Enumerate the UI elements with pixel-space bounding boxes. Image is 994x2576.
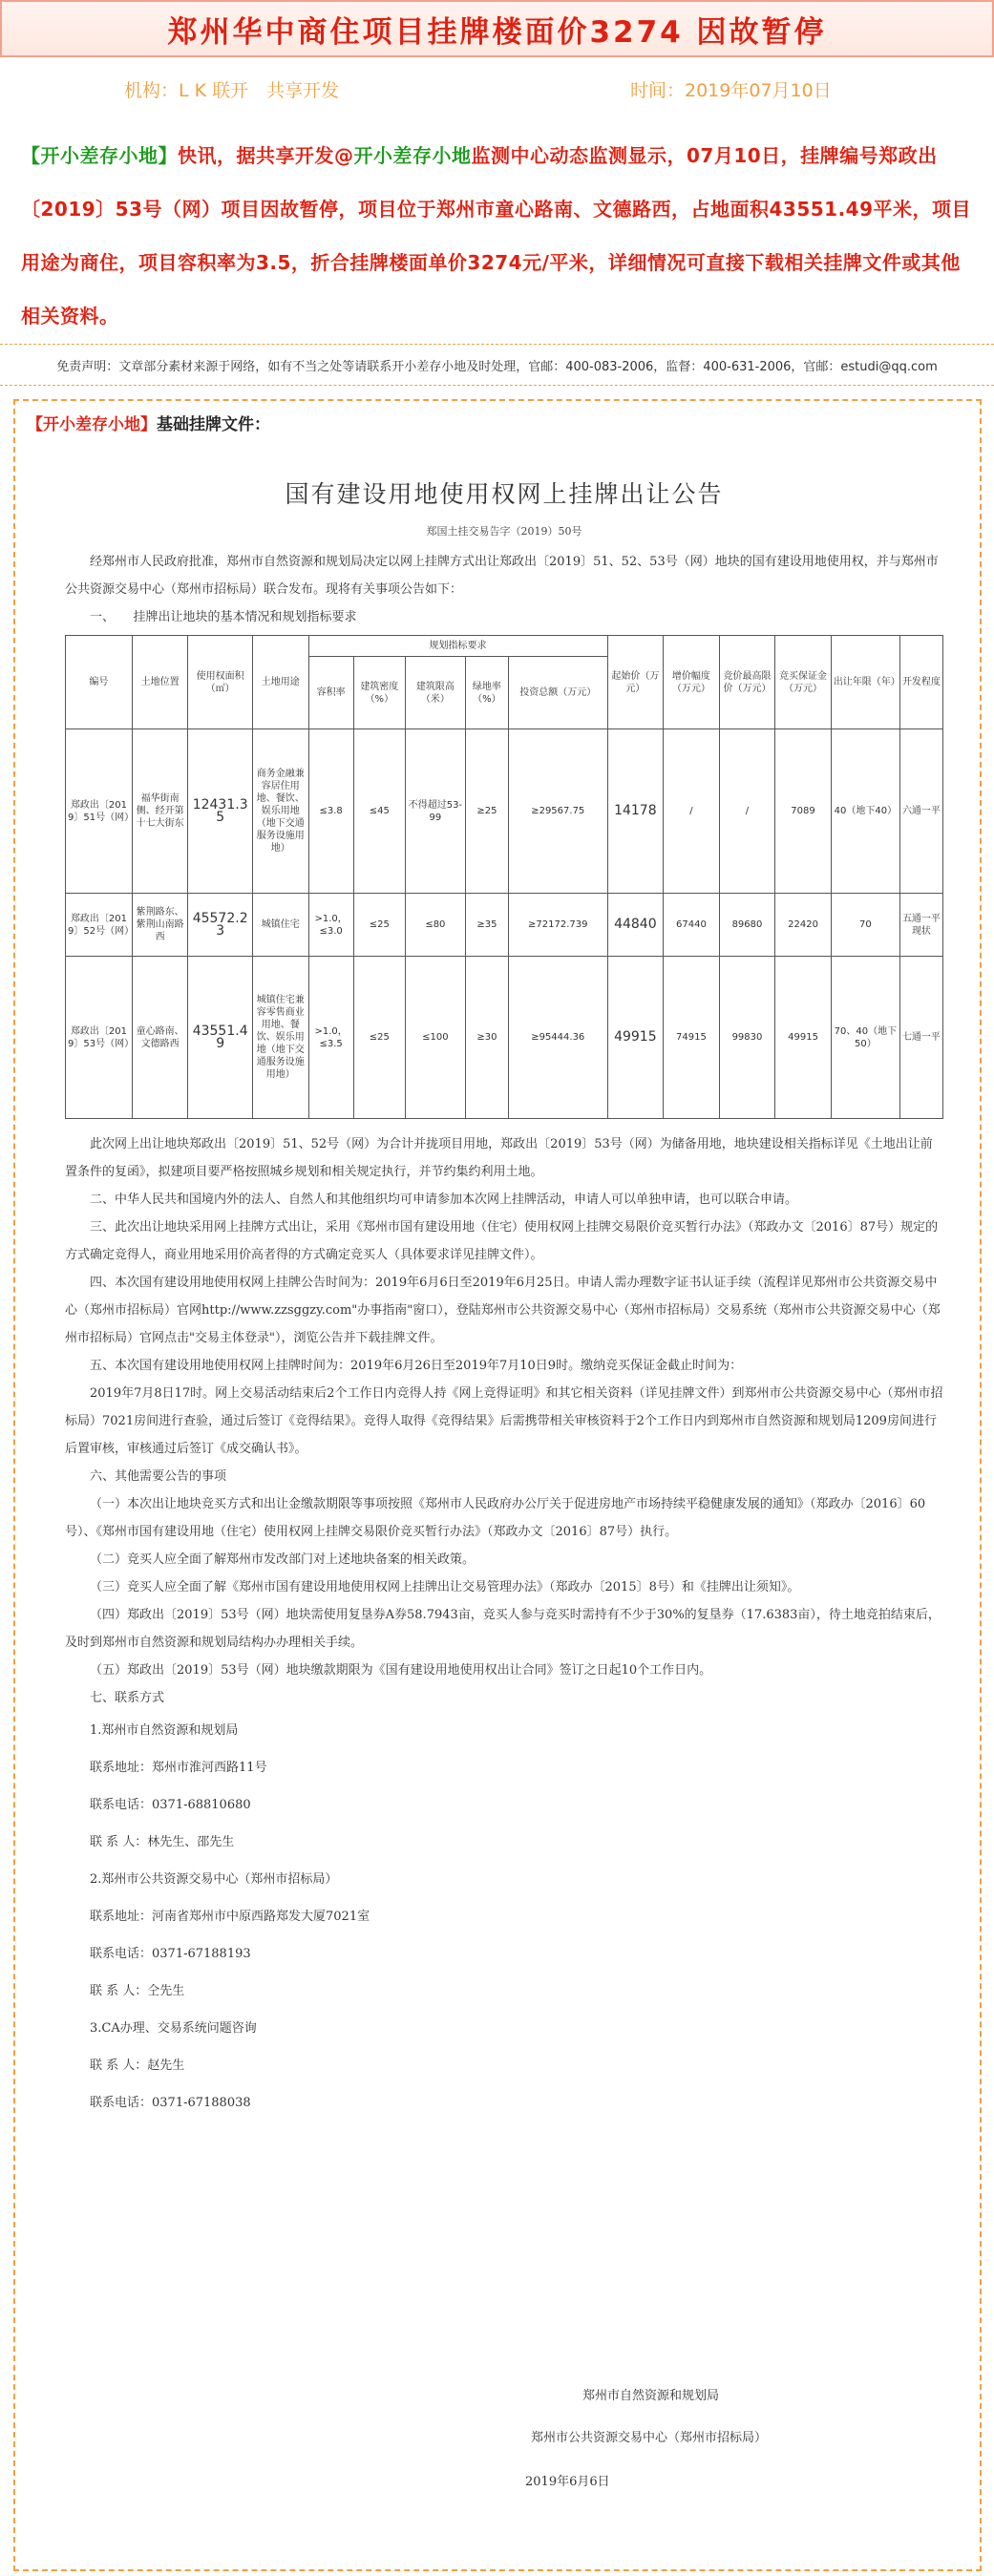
para-after-table: 此次网上出让地块郑政出〔2019〕51、52号（网）为合计并拢项目用地，郑政出〔2019〕53号（网）为储备用地，地块建设相关指标详见《土地出让前置条件的复函》，拟建项目要严格按照城乡规划和相关规定执行，并节约集约利用土地。 [65, 1137, 933, 1179]
th-start: 起始价（万元） [607, 636, 664, 729]
cell-density: ≤25 [353, 894, 405, 957]
cell-location: 童心路南、文德路西 [132, 957, 188, 1119]
signature-issuer-2: 郑州市公共资源交易中心（郑州市招标局） [531, 2431, 768, 2445]
contact-line: 1.郑州市自然资源和规划局 [90, 1723, 239, 1738]
section-4: 四、本次国有建设用地使用权网上挂牌公告时间为：2019年6月6日至2019年6月25日。申请人需办理数字证书认证手续（流程详见郑州市公共资源交易中心（郑州市招标局）官网http://www.zzsggzy.com"办事指南"窗口），登陆郑州市公共资源交易中心（郑州市招标局）交易系统（郑州市公共资源交易中心（郑州市招标局）官网点击"交易主体登录"），浏览公告并下载挂牌文件。 [65, 1276, 941, 1345]
land-table [65, 635, 943, 1119]
cell-devlevel: 六通一平 [899, 729, 942, 894]
cell-green: ≥35 [465, 894, 508, 957]
news-text-1: 快讯，据共享开发@ [178, 144, 354, 167]
section-3: 三、此次出让地块采用网上挂牌方式出让，采用《郑州市国有建设用地（住宅）使用权网上挂牌交易限价竞买暂行办法》（郑政办文〔2016〕87号）规定的方式确定竞得人，商业用地采用价高者得的方式确定竞买人（具体要求详见挂牌文件）。 [65, 1220, 939, 1262]
cell-area: 45572.23 [188, 894, 253, 957]
contact-line: 联 系 人：仝先生 [90, 1984, 185, 1998]
cell-location: 福华街南侧、经开第十七大街东 [132, 729, 188, 894]
th-deposit: 竞买保证金（万元） [775, 636, 832, 729]
section-6-item-5: （五）郑政出〔2019〕53号（网）地块缴款期限为《国有建设用地使用权出让合同》签订之日起10个工作日内。 [90, 1663, 712, 1678]
publish-time: 时间：2019年07月10日 [630, 80, 832, 101]
org-label: 机构：L K 联开 共享开发 [124, 80, 340, 101]
th-height: 建筑限高（米） [405, 657, 465, 729]
section-5-detail: 2019年7月8日17时。网上交易活动结束后2个工作日内竞得人持《网上竞得证明》和其它相关资料（详见挂牌文件）到郑州市公共资源交易中心（郑州市招标局）7021房间进行查验，通过后签订《竞得结果》。竞得人取得《竞得结果》后需携带相关审核资料于2个工作日内到郑州市自然资源和规划局1209房间进行后置审核，审核通过后签订《成交确认书》。 [65, 1386, 943, 1456]
cell-maxprice: 99830 [719, 957, 775, 1119]
signature-date: 2019年6月6日 [525, 2475, 610, 2489]
cell-use: 城镇住宅 [252, 894, 308, 957]
cell-green: ≥30 [465, 957, 508, 1119]
cell-start: 49915 [607, 957, 664, 1119]
cell-use: 城镇住宅兼容零售商业用地、餐饮、娱乐用地（地下交通服务设施用地） [252, 957, 308, 1119]
news-paragraph [21, 129, 976, 343]
cell-invest: ≥29567.75 [508, 729, 607, 894]
contact-line: 联系电话：0371-68810680 [90, 1798, 251, 1812]
cell-invest: ≥72172.739 [508, 894, 607, 957]
section-2: 二、中华人民共和国境内外的法人、自然人和其他组织均可申请参加本次网上挂牌活动，申请人可以单独申请，也可以联合申请。 [90, 1193, 798, 1207]
contact-line: 联系地址：河南省郑州市中原西路郑发大厦7021室 [90, 1910, 370, 1924]
cell-far: >1.0，≤3.5 [308, 957, 353, 1119]
cell-increment: / [664, 729, 720, 894]
attachment-frame [13, 399, 982, 2571]
cell-deposit: 49915 [775, 957, 832, 1119]
th-code: 编号 [66, 636, 133, 729]
cell-maxprice: 89680 [719, 894, 775, 957]
news-source: 开小差存小地 [353, 144, 472, 167]
cell-term: 40（地下40） [831, 729, 899, 894]
contact-line: 2.郑州市公共资源交易中心（郑州市招标局） [90, 1872, 338, 1887]
th-use: 土地用途 [252, 636, 308, 729]
table-row [66, 894, 943, 957]
table-row [66, 729, 943, 894]
contact-list [65, 1712, 943, 2122]
attachment-heading [27, 411, 270, 434]
page-title: 郑州华中商住项目挂牌楼面价3274 因故暂停 [167, 14, 827, 50]
contact-line: 联系电话：0371-67188038 [90, 2096, 251, 2110]
th-term: 出让年限（年） [831, 636, 899, 729]
cell-term: 70、40（地下50） [831, 957, 899, 1119]
post-table-text [65, 1130, 943, 1712]
section-7-heading: 七、联系方式 [90, 1691, 165, 1705]
section-6-heading: 六、其他需要公告的事项 [90, 1469, 227, 1484]
cell-density: ≤45 [353, 729, 405, 894]
section-6-item-2: （二）竞买人应全面了解郑州市发改部门对上述地块备案的相关政策。 [90, 1552, 476, 1567]
cell-devlevel: 七通一平 [899, 957, 942, 1119]
doc-subtitle: 郑国土挂交易告字（2019）50号 [426, 525, 582, 538]
contact-line: 联系地址：郑州市淮河西路11号 [90, 1761, 267, 1775]
cell-code: 郑政出〔2019〕52号（网） [66, 894, 133, 957]
cell-density: ≤25 [353, 957, 405, 1119]
contact-line: 3.CA办理、交易系统问题咨询 [90, 2021, 257, 2036]
announcement-document [65, 468, 943, 2122]
contact-line: 联 系 人：林先生、邵先生 [90, 1835, 235, 1849]
news-tag: 【开小差存小地】 [21, 144, 178, 167]
cell-height: ≤100 [405, 957, 465, 1119]
section-6-item-4: （四）郑政出〔2019〕53号（网）地块需使用复垦券A券58.7943亩，竞买人参与竞买时需持有不少于30%的复垦券（17.6383亩），待土地竞拍结束后，及时到郑州市自然资源和规划局结构办办理相关手续。 [65, 1608, 941, 1650]
th-green: 绿地率（%） [465, 657, 508, 729]
doc-title: 国有建设用地使用权网上挂牌出让公告 [285, 480, 724, 508]
section-6-item-3: （三）竞买人应全面了解《郑州市国有建设用地使用权网上挂牌出让交易管理办法》（郑政办〔2015〕8号）和《挂牌出让须知》。 [90, 1580, 800, 1594]
th-area: 使用权面积（㎡） [188, 636, 253, 729]
doc-intro: 经郑州市人民政府批准，郑州市自然资源和规划局决定以网上挂牌方式出让郑政出〔2019〕51、52、53号（网）地块的国有建设用地使用权，并与郑州市公共资源交易中心（郑州市招标局）联合发布。现将有关事项公告如下： [65, 555, 939, 597]
cell-deposit: 22420 [775, 894, 832, 957]
disclaimer: 免责声明：文章部分素材来源于网络，如有不当之处等请联系开小差存小地及时处理，官邮：400-083-2006，监督：400-631-2006，官邮：estudi@qq.com [0, 344, 994, 386]
contact-line: 联系电话：0371-67188193 [90, 1947, 251, 1961]
cell-area: 43551.49 [188, 957, 253, 1119]
cell-location: 紫荆路东、紫荆山南路西 [132, 894, 188, 957]
th-density: 建筑密度（%） [353, 657, 405, 729]
section-6-item-1: （一）本次出让地块竞买方式和出让金缴款期限等事项按照《郑州市人民政府办公厅关于促进房地产市场持续平稳健康发展的通知》（郑政办〔2016〕60号）、《郑州市国有建设用地（住宅）使用权网上挂牌交易限价竞买暂行办法》（郑政办文〔2016〕87号）执行。 [65, 1497, 926, 1539]
th-devlevel: 开发程度 [899, 636, 942, 729]
table-row [66, 957, 943, 1119]
headline-banner [0, 0, 994, 57]
cell-devlevel: 五通一平现状 [899, 894, 942, 957]
attachment-tag: 【开小差存小地】 [27, 415, 157, 434]
th-invest: 投资总额（万元） [508, 657, 607, 729]
cell-green: ≥25 [465, 729, 508, 894]
cell-deposit: 7089 [775, 729, 832, 894]
th-increment: 增价幅度（万元） [664, 636, 720, 729]
th-location: 土地位置 [132, 636, 188, 729]
section-5: 五、本次国有建设用地使用权网上挂牌时间为：2019年6月26日至2019年7月10日9时。缴纳竞买保证金截止时间为： [90, 1359, 743, 1373]
cell-area: 12431.35 [188, 729, 253, 894]
cell-start: 14178 [607, 729, 664, 894]
cell-invest: ≥95444.36 [508, 957, 607, 1119]
cell-term: 70 [831, 894, 899, 957]
cell-start: 44840 [607, 894, 664, 957]
signature-issuer-1: 郑州市自然资源和规划局 [582, 2389, 720, 2403]
cell-maxprice: / [719, 729, 775, 894]
section-1-heading: 一、 挂牌出让地块的基本情况和规划指标要求 [90, 610, 357, 624]
article-meta [0, 76, 994, 105]
cell-code: 郑政出〔2019〕53号（网） [66, 957, 133, 1119]
cell-use: 商务金融兼容居住用地、餐饮、娱乐用地（地下交通服务设施用地） [252, 729, 308, 894]
th-far: 容积率 [308, 657, 353, 729]
cell-height: ≤80 [405, 894, 465, 957]
cell-increment: 67440 [664, 894, 720, 957]
cell-height: 不得超过53-99 [405, 729, 465, 894]
contact-line: 联 系 人：赵先生 [90, 2059, 185, 2073]
cell-increment: 74915 [664, 957, 720, 1119]
news-text-2: 监测中心动态监测显示，07月10日，挂牌编号郑政出〔2019〕53号（网）项目因故暂停，项目位于郑州市童心路南、文德路西，占地面积43551.49平米，项目用途为商住，项目容积率为3.5，折合挂牌楼面单价3274元/平米，详细情况可直接下载相关挂牌文件或其他相关资料。 [21, 144, 972, 327]
attachment-label: 基础挂牌文件： [157, 415, 270, 434]
cell-far: ≤3.8 [308, 729, 353, 894]
cell-far: >1.0，≤3.0 [308, 894, 353, 957]
th-maxprice: 竞价最高限价（万元） [719, 636, 775, 729]
th-planning: 规划指标要求 [308, 636, 607, 657]
cell-code: 郑政出〔2019〕51号（网） [66, 729, 133, 894]
